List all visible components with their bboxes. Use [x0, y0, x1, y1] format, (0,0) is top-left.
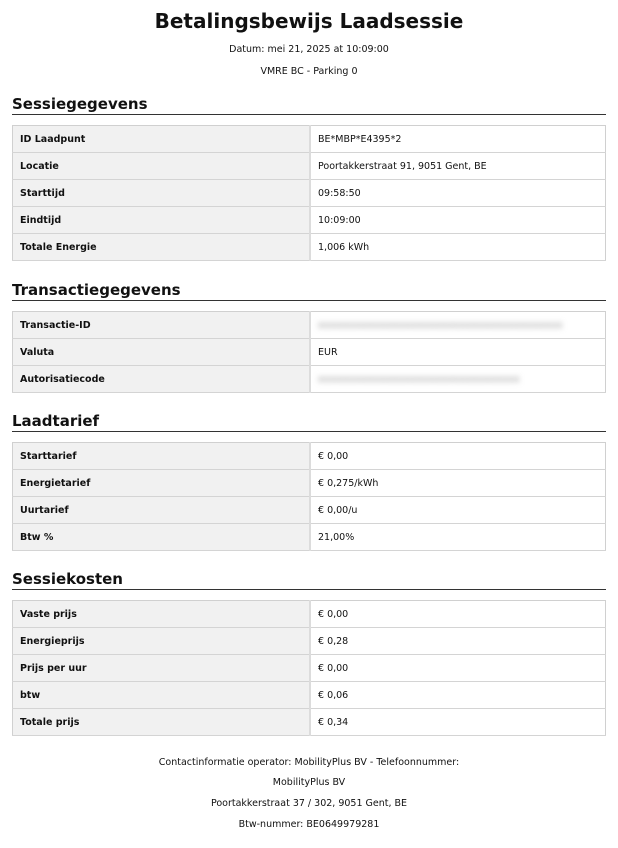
table-row [13, 682, 606, 709]
row-value [310, 366, 606, 393]
row-value: € 0,00 [310, 655, 606, 682]
section-heading-tarief: Laadtarief [12, 412, 606, 432]
row-key: Transactie-ID [13, 312, 311, 339]
row-key: Locatie [13, 153, 311, 180]
row-key: Totale prijs [13, 709, 311, 736]
table-row [13, 709, 606, 736]
footer-address: Poortakkerstraat 37 / 302, 9051 Gent, BE [210, 798, 408, 809]
footer-contact: Contactinformatie operator: MobilityPlus BV - Telefoonnummer: [158, 757, 460, 768]
table-row [13, 601, 606, 628]
row-value: € 0,00 [310, 601, 606, 628]
receipt-title: Betalingsbewijs Laadsessie [154, 9, 464, 33]
receipt-location: VMRE BC - Parking 0 [260, 66, 358, 77]
row-key: Starttijd [13, 180, 311, 207]
row-value: 21,00% [310, 524, 606, 551]
table-row [13, 234, 606, 261]
row-value: € 0,00/u [310, 497, 606, 524]
row-value: EUR [310, 339, 606, 366]
row-value: 09:58:50 [310, 180, 606, 207]
footer-company: MobilityPlus BV [272, 777, 346, 788]
row-key: btw [13, 682, 311, 709]
table-tarief [12, 442, 606, 551]
row-key: Starttarief [13, 443, 311, 470]
table-row [13, 628, 606, 655]
row-key: Autorisatiecode [13, 366, 311, 393]
table-kosten [12, 600, 606, 736]
row-key: Vaste prijs [13, 601, 311, 628]
table-row [13, 655, 606, 682]
row-key: Totale Energie [13, 234, 311, 261]
row-value: 10:09:00 [310, 207, 606, 234]
row-value: 1,006 kWh [310, 234, 606, 261]
table-row [13, 126, 606, 153]
table-row [13, 339, 606, 366]
row-key: Valuta [13, 339, 311, 366]
row-key: Energieprijs [13, 628, 311, 655]
table-sessie [12, 125, 606, 261]
row-value: € 0,06 [310, 682, 606, 709]
table-row [13, 524, 606, 551]
table-row [13, 180, 606, 207]
table-transactie [12, 311, 606, 393]
receipt-date: Datum: mei 21, 2025 at 10:09:00 [229, 44, 389, 55]
table-row [13, 207, 606, 234]
table-row [13, 366, 606, 393]
row-value [310, 312, 606, 339]
section-heading-transactie: Transactiegegevens [12, 281, 606, 301]
footer-vat: Btw-nummer: BE0649979281 [238, 819, 380, 830]
row-key: Eindtijd [13, 207, 311, 234]
row-key: Prijs per uur [13, 655, 311, 682]
row-value: Poortakkerstraat 91, 9051 Gent, BE [310, 153, 606, 180]
table-row [13, 497, 606, 524]
redacted-value: xxxxxxxxxxxxxxxxxxxxxxxxxxxxxxxxxxxxxxxx [318, 319, 563, 331]
row-key: Energietarief [13, 470, 311, 497]
table-row [13, 312, 606, 339]
table-row [13, 470, 606, 497]
row-value: € 0,00 [310, 443, 606, 470]
row-value: € 0,275/kWh [310, 470, 606, 497]
section-heading-kosten: Sessiekosten [12, 570, 606, 590]
row-value: € 0,28 [310, 628, 606, 655]
table-row [13, 153, 606, 180]
row-key: ID Laadpunt [13, 126, 311, 153]
table-row [13, 443, 606, 470]
row-value: BE*MBP*E4395*2 [310, 126, 606, 153]
row-key: Btw % [13, 524, 311, 551]
redacted-value: xxxxxxxxxxxxxxxxxxxxxxxxxxxxxxxxx [318, 373, 521, 385]
section-heading-sessie: Sessiegegevens [12, 95, 606, 115]
row-key: Uurtarief [13, 497, 311, 524]
row-value: € 0,34 [310, 709, 606, 736]
